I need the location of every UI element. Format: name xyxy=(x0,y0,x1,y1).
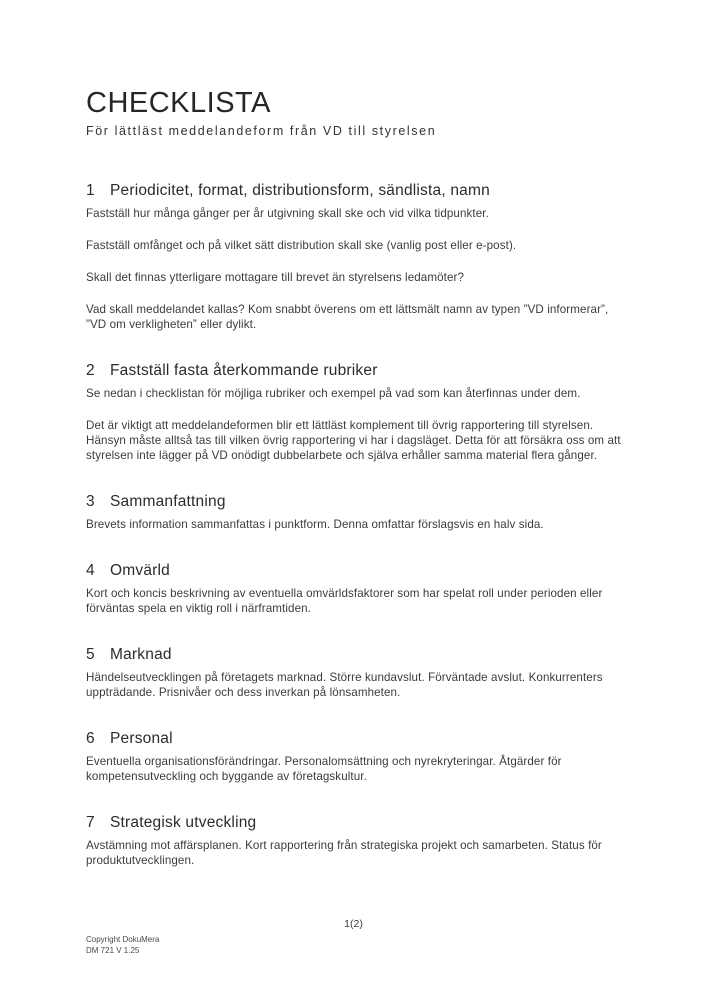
section-heading xyxy=(86,646,622,664)
section-paragraph: Brevets information sammanfattas i punktform. Denna omfattar förslagsvis en halv sida. xyxy=(86,518,544,531)
document-subtitle: För lättläst meddelandeform från VD till styrelsen xyxy=(86,124,437,138)
section-number: 1 xyxy=(86,182,95,199)
section-number: 3 xyxy=(86,493,95,510)
section-title: Periodicitet, format, distributionsform, sändlista, namn xyxy=(110,182,490,199)
section-paragraph: Se nedan i checklistan för möjliga rubriker och exempel på vad som kan återfinnas under dem. xyxy=(86,387,581,400)
section-number: 2 xyxy=(86,362,95,379)
checklist-section xyxy=(86,730,622,784)
section-paragraph: Vad skall meddelandet kallas? Kom snabbt överens om ett lättsmält namn av typen ”VD informerar”, ”VD om verkligheten” eller dylikt. xyxy=(86,303,609,331)
section-heading xyxy=(86,493,622,511)
checklist-section xyxy=(86,362,622,463)
section-paragraph: Avstämning mot affärsplanen. Kort rapportering från strategiska projekt och samarbeten. Status för produktutvecklingen. xyxy=(86,839,602,867)
checklist-section xyxy=(86,182,622,332)
section-number: 6 xyxy=(86,730,95,747)
checklist-section xyxy=(86,814,622,868)
copyright-block xyxy=(86,935,159,956)
section-paragraph: Kort och koncis beskrivning av eventuella omvärldsfaktorer som har spelat roll under perioden eller förväntas spela en viktig roll i närframtiden. xyxy=(86,587,603,615)
section-heading xyxy=(86,182,622,200)
section-heading xyxy=(86,730,622,748)
copyright-line: Copyright DokuMera xyxy=(86,935,160,944)
section-title: Fastställ fasta återkommande rubriker xyxy=(110,362,378,379)
section-heading xyxy=(86,362,622,380)
document-title: CHECKLISTA xyxy=(86,87,271,119)
document-page xyxy=(86,0,622,1000)
section-number: 7 xyxy=(86,814,95,831)
section-paragraph: Fastställ omfånget och på vilket sätt distribution skall ske (vanlig post eller e-post). xyxy=(86,239,517,252)
section-paragraph: Skall det finnas ytterligare mottagare till brevet än styrelsens ledamöter? xyxy=(86,271,465,284)
checklist-section xyxy=(86,562,622,616)
section-title: Sammanfattning xyxy=(110,493,226,510)
section-paragraph: Händelseutvecklingen på företagets marknad. Större kundavslut. Förväntade avslut. Konkurrenters uppträdande. Prisnivåer och dess inverkan på lönsamheten. xyxy=(86,671,603,699)
section-paragraph: Eventuella organisationsförändringar. Personalomsättning och nyrekryteringar. Åtgärder för kompetensutveckling och byggande av företagskultur. xyxy=(86,755,562,783)
section-paragraph: Det är viktigt att meddelandeformen blir ett lättläst komplement till övrig rapportering till styrelsen. Hänsyn måste alltså tas till vilken övrig rapportering vi har i dagsläget. Detta för att försäkra oss om att styrelsen inte lägger på VD onödigt dubbelarbete och själva erhåller samma material flera gånger. xyxy=(86,419,621,462)
section-paragraph: Fastställ hur många gånger per år utgivning skall ske och vid vilka tidpunkter. xyxy=(86,207,489,220)
document-version-line: DM 721 V 1.25 xyxy=(86,945,140,955)
section-title: Personal xyxy=(110,730,173,747)
sections-container xyxy=(86,182,622,868)
section-heading xyxy=(86,814,622,832)
page-number: 1(2) xyxy=(344,918,363,930)
section-heading xyxy=(86,562,622,580)
section-title: Omvärld xyxy=(110,562,170,579)
section-title: Marknad xyxy=(110,646,172,663)
checklist-section xyxy=(86,493,622,532)
checklist-section xyxy=(86,646,622,700)
section-number: 4 xyxy=(86,562,95,579)
section-number: 5 xyxy=(86,646,95,663)
section-title: Strategisk utveckling xyxy=(110,814,257,831)
